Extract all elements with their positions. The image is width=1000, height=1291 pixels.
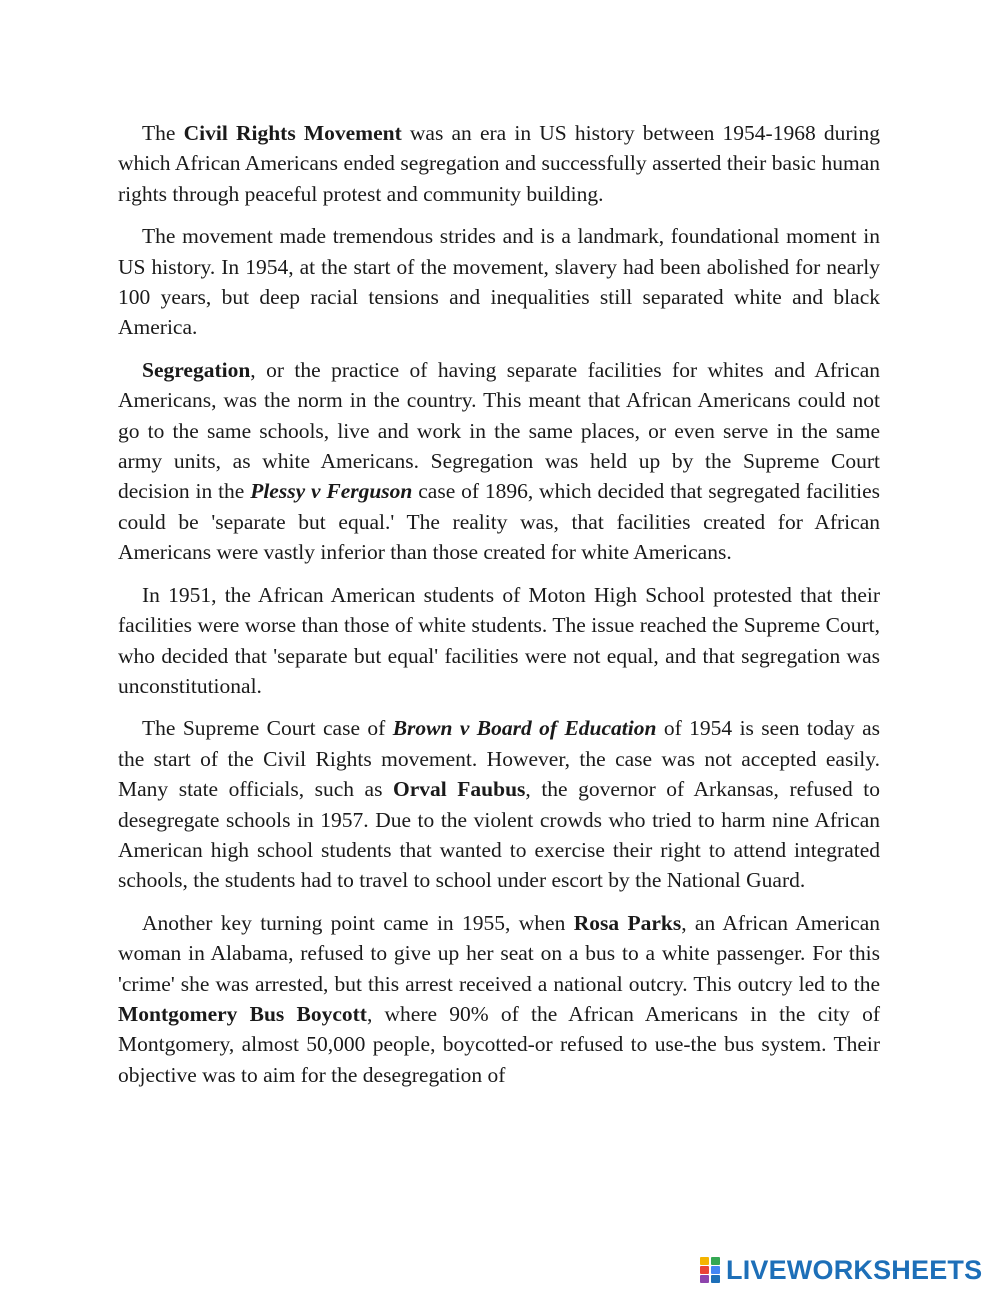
para3-text-2: case of 1896, which decided that segregated facilities could be 'separate but equal.' The reality was, that facilities created for African Americans were vastly inferior than those created for white Americans.: [118, 479, 881, 565]
para5-text-3: , the governor of Arkansas, refused to desegregate schools in 1957. Due to the violent crowds who tried to harm nine African American high school students that wanted to exercise their right to attend integrated schools, the students had to travel to school under escort by the National Guard.: [118, 777, 880, 893]
logo-block-yellow: [700, 1257, 709, 1265]
logo-block-green: [711, 1257, 720, 1265]
liveworksheets-logo-icon: [700, 1257, 722, 1283]
term-montgomery-bus-boycott: Montgomery Bus Boycott: [118, 1001, 367, 1026]
paragraph-3: [118, 355, 880, 568]
liveworksheets-wordmark: LIVEWORKSHEETS: [726, 1254, 983, 1285]
para6-text-1: Another key turning point came in 1955, when: [142, 910, 574, 935]
para3-text-1: , or the practice of having separate facilities for whites and African Americans, was the norm in the country. This meant that African Americans could not go to the same schools, live and work in the same places, or even serve in the same army units, as white Americans. Segregation was held up by the Supreme Court decision in the: [118, 357, 880, 504]
para6-text-2: , an African American woman in Alabama, refused to give up her seat on a bus to a white passenger. For this 'crime' she was arrested, but this arrest received a national outcry. This outcry led to the: [118, 910, 880, 996]
para1-text-1: The: [142, 121, 184, 145]
term-orval-faubus: Orval Faubus: [393, 777, 526, 802]
term-civil-rights-movement: Civil Rights Movement: [183, 121, 402, 145]
document-body: [118, 118, 880, 1102]
term-plessy-v-ferguson: Plessy v Ferguson: [250, 479, 413, 504]
para5-text-2: of 1954 is seen today as the start of the Civil Rights movement. However, the case was not accepted easily. Many state officials, such as: [118, 716, 880, 802]
paragraph-5: [118, 713, 880, 895]
para6-text-3: , where 90% of the African Americans in the city of Montgomery, almost 50,000 people, boycotted-or refused to use-the bus system. Their objective was to aim for the desegregation of: [118, 1001, 880, 1087]
paragraph-2: [118, 221, 880, 343]
paragraph-4: [118, 580, 880, 702]
liveworksheets-brand[interactable]: [700, 1253, 982, 1287]
logo-block-red: [700, 1266, 709, 1274]
term-segregation: Segregation: [142, 357, 251, 382]
para2-text-1: The movement made tremendous strides and is a landmark, foundational moment in US history. In 1954, at the start of the movement, slavery had been abolished for nearly 100 years, but deep racial tensions and inequalities still separated white and black America.: [118, 224, 880, 340]
paragraph-6: [118, 908, 880, 1090]
logo-block-purple: [700, 1275, 709, 1283]
term-brown-v-board-of-education: Brown v Board of Education: [392, 716, 657, 741]
logo-block-darkblue: [711, 1275, 720, 1283]
para1-text-2: was an era in US history between 1954-1968 during which African Americans ended segregation and successfully asserted their basic human rights through peaceful protest and community building.: [118, 121, 880, 206]
para5-text-1: The Supreme Court case of: [142, 716, 393, 741]
logo-block-blue: [711, 1266, 720, 1274]
term-rosa-parks: Rosa Parks: [573, 910, 682, 935]
paragraph-1: [118, 118, 880, 209]
para4-text-1: In 1951, the African American students of Moton High School protested that their facilities were worse than those of white students. The issue reached the Supreme Court, who decided that 'separate but equal' facilities were not equal, and that segregation was unconstitutional.: [118, 582, 880, 698]
